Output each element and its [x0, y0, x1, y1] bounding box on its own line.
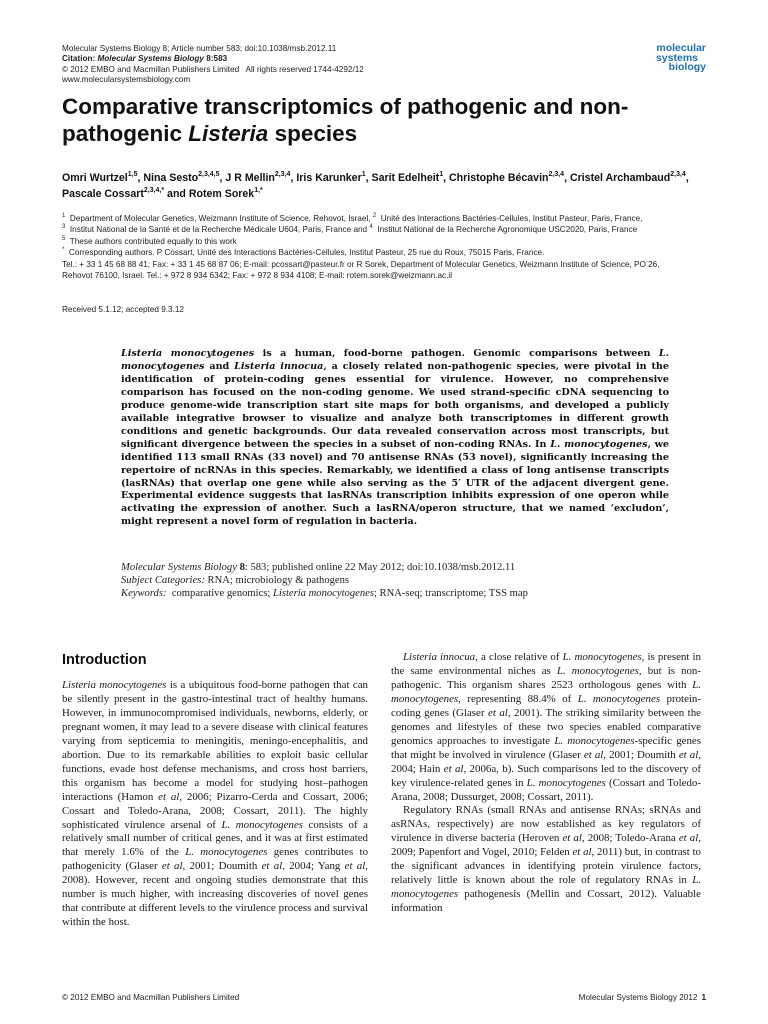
body-column-right [391, 651, 701, 916]
running-header [62, 44, 364, 86]
journal-url: www.molecularsystemsbiology.com [62, 75, 191, 85]
copyright-line: © 2012 EMBO and Macmillan Publishers Limited All rights reserved 1744-4292/12 [62, 64, 364, 74]
footer-copyright: © 2012 EMBO and Macmillan Publishers Limited [62, 993, 240, 1002]
affiliation-row-1: $^1$ Department of Molecular Genetics, Weizmann Institute of Science, Rehovot, Israel, $^2$ Unité des Interactions Bactéries-Cellules, Institut Pasteur, Paris, France, [62, 213, 643, 223]
corresponding-authors: * Corresponding authors. P Cossart, Unité des Interactions Bactéries-Cellules, Institut Pasteur, 25 rue du Roux, 75015 Paris, France. [62, 247, 545, 258]
logo-word-1: molecular [656, 42, 706, 54]
paragraph: Regulatory RNAs (small RNAs and antisense RNAs; sRNAs and asRNAs, respectively) are now established as key regulators of virulence in diverse bacteria (Heroven et al, 2008; Toledo-Arana et al, 2009; Papenfort and Vogel, 2010; Felden et al, 2011) but, in contrast to the significant advances in identifying protein virulence factors, relatively little is known about the role of regulatory RNAs in L. monocytogenes pathogenesis (Mellin and Cossart, 2012). Valuable information [391, 804, 702, 915]
author: Sarit Edelheit$^1$, [371, 171, 449, 184]
citation-line: Citation: Molecular Systems Biology 8:583 [62, 54, 228, 64]
author-list [62, 170, 712, 202]
author: Cristel Archambaud$^{2,3,4}$, [569, 171, 692, 184]
abstract: Listeria monocytogenes is a human, food-borne pathogen. Genomic comparisons between L. monocytogenes and Listeria innocua, a closely related non-pathogenic species, were pivotal in the identification of protein-coding genes essential for virulence. However, no comprehensive comparison has focused on the non-coding genome. We used strand-specific cDNA sequencing to produce genome-wide transcription start site maps for both organisms, and developed a publicly available integrative browser to visualize and analyze both transcriptomes in different growth conditions and genetic backgrounds. Our data revealed conservation across most transcripts, but significant divergence between the species in a subset of non-coding RNAs. In L. monocytogenes, we identified 113 small RNAs (33 novel) and 70 antisense RNAs (53 novel), significantly increasing the repertoire of ncRNAs in this species. Remarkably, we identified a class of long antisense transcripts (lasRNAs) that overlap one gene while also serving as the 5′ UTR of the adjacent divergent gene. Experimental evidence suggests that lasRNAs transcription inhibits expression of one operon while activating the expression of another. Such a lasRNA/operon structure, that we named ‘excludon’, might represent a novel form of regulation in bacteria. [121, 348, 670, 528]
article-meta [121, 561, 669, 600]
author: Nina Sesto$^{2,3,4,5}$, [143, 171, 226, 184]
logo-word-3: biology [668, 61, 706, 73]
subject-categories: Subject Categories: RNA; microbiology & pathogens [121, 575, 350, 586]
author: Iris Karunker$^1$, [296, 171, 372, 184]
body-column-left [62, 679, 368, 930]
author: Rotem Sorek$^{1,*}$ [188, 187, 263, 200]
page-number: 1 [701, 993, 706, 1002]
section-heading-introduction: Introduction [62, 652, 147, 668]
journal-logo [656, 44, 706, 73]
keywords: Keywords: comparative genomics; Listeria monocytogenes; RNA-seq; transcriptome; TSS map [121, 588, 528, 599]
author: Christophe Bécavin$^{2,3,4}$, [449, 171, 570, 184]
journal-article-line: Molecular Systems Biology 8; Article number 583; doi:10.1038/msb.2012.11 [62, 44, 337, 53]
affiliations [62, 213, 722, 281]
logo-word-2: systems [655, 51, 698, 64]
contact-line-2: Rehovot 76100, Israel. Tel.: + 972 8 934 6342; Fax: + 972 8 934 4108; E-mail: rotem.sorek@weizmann.ac.il [62, 271, 453, 281]
author: Pascale Cossart$^{2,3,4,*}$ and [62, 187, 189, 200]
affiliation-row-2: $^3$ Institut National de la Santé et de la Recherche Médicale U604, Paris, France and $^4$ Institut National de la Recherche Agronomique USC2020, Paris, France [62, 224, 638, 235]
author: Omri Wurtzel$^{1,5}$, [62, 171, 144, 184]
paragraph: Listeria innocua, a close relative of L. monocytogenes, is present in the same environmental niches as L. monocytogenes, but is non-pathogenic. This organism shares 2523 orthologous genes with L. monocytogenes, representing 88.4% of L. monocytogenes protein-coding genes (Glaser et al, 2001). The striking similarity between the genomes and lifestyles of these two species enabled comparative genomics approaches to investigate L. monocytogenes-specific genes that might be involved in virulence (Glaser et al, 2001; Doumith et al, 2004; Hain et al, 2006a, b). Such comparisons led to the discovery of key virulence-related genes in L. monocytogenes (Cossart and Toledo-Arana, 2008; Dussurget, 2008; Cossart, 2011). [391, 651, 702, 803]
publication-line: Molecular Systems Biology 8: 583; published online 22 May 2012; doi:10.1038/msb.2012.11 [121, 562, 516, 573]
affiliation-row-3: $^5$ These authors contributed equally to this work [62, 235, 237, 246]
article-title: Comparative transcriptomics of pathogenic and non-pathogenic Listeria species [62, 94, 629, 146]
footer-journal: Molecular Systems Biology 2012 1 [578, 993, 706, 1002]
contact-line-1: Tel.: + 33 1 45 68 88 41; Fax: + 33 1 45 68 87 06; E-mail: pcossart@pasteur.fr or R Sorek, Department of Molecular Genetics, Weizmann Institute of Science, PO 26, [62, 259, 660, 269]
received-dates: Received 5.1.12; accepted 9.3.12 [62, 305, 184, 314]
paragraph: Listeria monocytogenes is a ubiquitous food-borne pathogen that can be silently present in the gastro-intestinal tract of healthy humans. However, in immunocompromised individuals, newborns, elderly, or pregnant women, it may lead to a severe disease with clinical features varying from septicemia to meningitis, meningo-encephalitis, and abortion. Due to its remarkable abilities to exploit basic cellular functions, evade host defense mechanisms, and cross host barriers, this organism has become a model for studying host–pathogen interactions (Hamon et al, 2006; Pizarro-Cerda and Cossart, 2006; Cossart and Toledo-Arana, 2008; Cossart, 2011). The highly sophisticated virulence arsenal of L. monocytogenes consists of a relatively small number of critical genes, and it was at first estimated that merely 1.6% of the L. monocytogenes genes contributes to pathogenicity (Glaser et al, 2001; Doumith et al, 2004; Yang et al, 2008). However, recent and ongoing studies demonstrate that this number is much higher, with increasing discoveries of novel genes that contribute at different levels to the virulence process and survival within the host. [62, 679, 369, 929]
author: J R Mellin$^{2,3,4}$, [225, 171, 297, 184]
